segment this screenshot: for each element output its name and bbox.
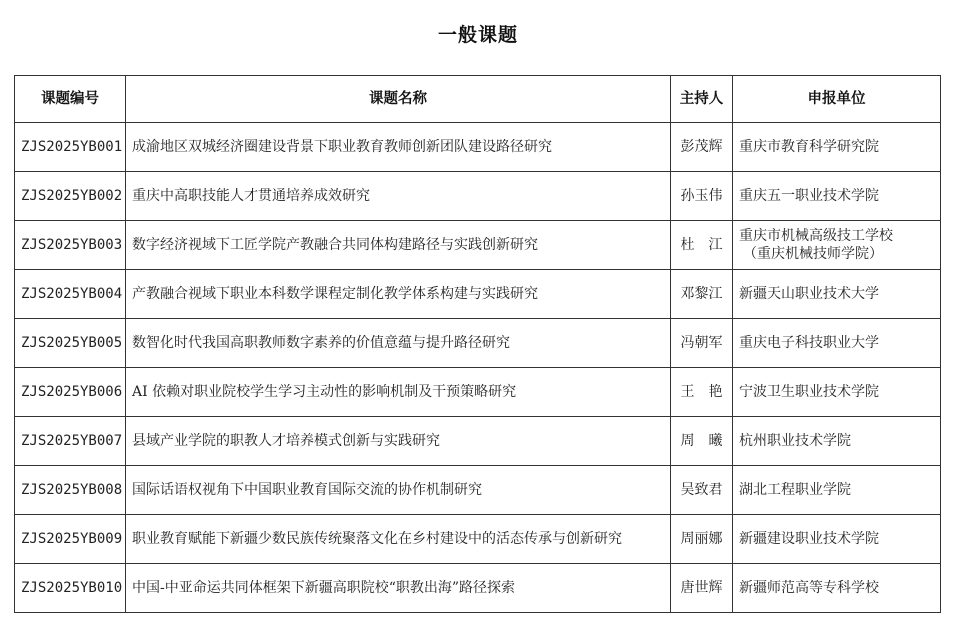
project-code-cell: ZJS2025YB005 — [15, 319, 126, 368]
unit-name: 宁波卫生职业技术学院 — [739, 384, 879, 400]
unit-name: 湖北工程职业学院 — [739, 482, 851, 498]
project-name-cell: 重庆中高职技能人才贯通培养成效研究 — [126, 172, 671, 221]
project-code-cell: ZJS2025YB008 — [15, 466, 126, 515]
project-name-cell: 成渝地区双城经济圈建设背景下职业教育教师创新团队建设路径研究 — [126, 123, 671, 172]
table-row — [15, 270, 941, 319]
project-name-cell: 中国-中亚命运共同体框架下新疆高职院校“职教出海”路径探索 — [126, 564, 671, 613]
table-row — [15, 564, 941, 613]
project-unit-cell — [733, 515, 941, 564]
project-code-cell: ZJS2025YB004 — [15, 270, 126, 319]
project-code-cell: ZJS2025YB002 — [15, 172, 126, 221]
header-unit: 申报单位 — [733, 76, 941, 123]
project-unit-cell — [733, 564, 941, 613]
project-code-cell: ZJS2025YB009 — [15, 515, 126, 564]
table-row — [15, 172, 941, 221]
table-row — [15, 466, 941, 515]
page-title: 一般课题 — [437, 24, 518, 46]
project-code-cell: ZJS2025YB007 — [15, 417, 126, 466]
project-host-cell: 杜 江 — [671, 221, 733, 270]
table-row — [15, 319, 941, 368]
project-name-cell: 数智化时代我国高职教师数字素养的价值意蕴与提升路径研究 — [126, 319, 671, 368]
project-host-cell: 吴致君 — [671, 466, 733, 515]
table-row — [15, 368, 941, 417]
project-unit-cell — [733, 123, 941, 172]
project-host-cell: 唐世辉 — [671, 564, 733, 613]
project-name-cell: AI 依赖对职业院校学生学习主动性的影响机制及干预策略研究 — [126, 368, 671, 417]
project-host-cell: 冯朝军 — [671, 319, 733, 368]
table-header-row — [15, 76, 941, 123]
project-code-cell: ZJS2025YB003 — [15, 221, 126, 270]
project-unit-cell — [733, 466, 941, 515]
project-name-cell: 国际话语权视角下中国职业教育国际交流的协作机制研究 — [126, 466, 671, 515]
project-host-cell: 邓黎江 — [671, 270, 733, 319]
table-row — [15, 123, 941, 172]
unit-name: 新疆天山职业技术大学 — [739, 286, 879, 302]
unit-name: 重庆五一职业技术学院 — [739, 188, 879, 204]
project-unit-cell — [733, 368, 941, 417]
project-host-cell: 孙玉伟 — [671, 172, 733, 221]
table-row — [15, 417, 941, 466]
project-name-cell: 产教融合视域下职业本科数学课程定制化教学体系构建与实践研究 — [126, 270, 671, 319]
project-code-cell: ZJS2025YB001 — [15, 123, 126, 172]
project-unit-cell — [733, 417, 941, 466]
header-host: 主持人 — [671, 76, 733, 123]
project-unit-cell — [733, 172, 941, 221]
unit-name: 重庆市教育科学研究院 — [739, 139, 879, 155]
table-body — [15, 123, 941, 613]
header-code: 课题编号 — [15, 76, 126, 123]
project-code-cell: ZJS2025YB010 — [15, 564, 126, 613]
project-name-cell: 数字经济视域下工匠学院产教融合共同体构建路径与实践创新研究 — [126, 221, 671, 270]
unit-name: 新疆师范高等专科学校 — [739, 580, 879, 596]
table-row — [15, 221, 941, 270]
table-row — [15, 515, 941, 564]
header-name: 课题名称 — [126, 76, 671, 123]
project-host-cell: 周丽娜 — [671, 515, 733, 564]
project-host-cell: 彭茂辉 — [671, 123, 733, 172]
unit-name: 重庆电子科技职业大学 — [739, 335, 879, 351]
project-unit-cell — [733, 221, 941, 270]
project-unit-cell — [733, 270, 941, 319]
project-host-cell: 王 艳 — [671, 368, 733, 417]
project-name-cell: 县域产业学院的职教人才培养模式创新与实践研究 — [126, 417, 671, 466]
project-unit-cell — [733, 319, 941, 368]
unit-subname: （重庆机械技师学院） — [743, 246, 883, 262]
project-name-cell: 职业教育赋能下新疆少数民族传统聚落文化在乡村建设中的活态传承与创新研究 — [126, 515, 671, 564]
unit-name: 杭州职业技术学院 — [739, 433, 851, 449]
unit-name: 重庆市机械高级技工学校 — [739, 228, 893, 244]
project-host-cell: 周 曦 — [671, 417, 733, 466]
project-code-cell: ZJS2025YB006 — [15, 368, 126, 417]
unit-name: 新疆建设职业技术学院 — [739, 531, 879, 547]
projects-table — [14, 75, 941, 613]
